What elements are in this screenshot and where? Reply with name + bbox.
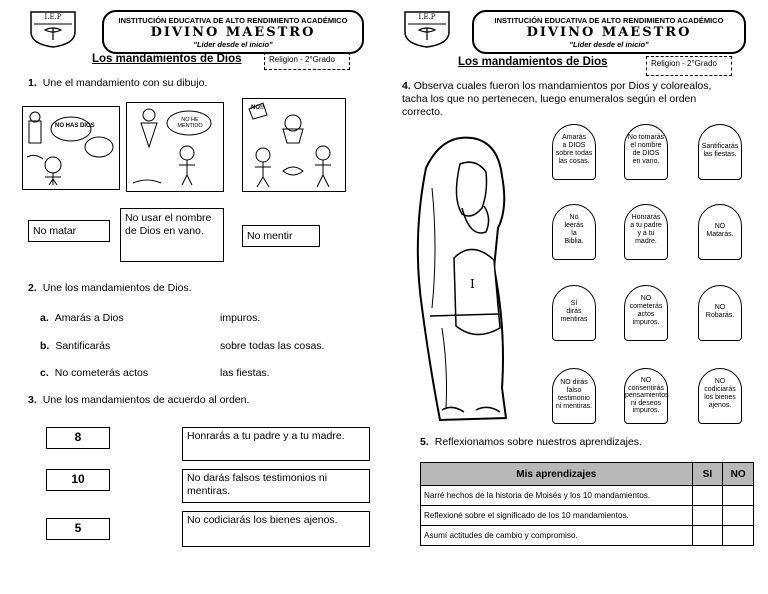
commandment-tablet-8[interactable]: NO cometerás actos impuros. [624,285,668,341]
page-title-right: Los mandamientos de Dios [458,56,608,68]
commandment-tablet-5[interactable]: Honrarás a tu padre y a tu madre. [624,204,668,260]
school-name: DIVINO MAESTRO [526,25,692,40]
institution-name: INSTITUCIÓN EDUCATIVA DE ALTO RENDIMIENTO ACADÉMICO [494,16,724,25]
table-header-row [421,463,754,486]
illustration-dont-kill [242,98,346,192]
course-label-left: Religion - 2°Grado [264,52,350,70]
table-row [421,486,754,506]
table-row [421,506,754,526]
order-commandment-honor-parents[interactable]: Honrarás a tu padre y a tu madre. [182,427,370,461]
commandment-tablet-4[interactable]: No leerás la Biblia. [552,204,596,260]
learning-item: Asumí actitudes de cambio y compromiso. [421,526,693,546]
commandment-box-name-in-vain[interactable]: No usar el nombre de Dios en vano. [120,208,224,262]
learning-reflection-table [420,462,754,546]
school-motto: "Líder desde el inicio" [569,40,649,49]
illustration-dont-lie [126,102,224,192]
checkbox-no[interactable] [723,506,754,526]
commandment-tablet-12[interactable]: NO codiciarás los bienes ajenos. [698,368,742,424]
school-name: DIVINO MAESTRO [150,25,316,40]
question-2 [28,282,192,294]
school-motto: "Líder desde el inicio" [193,40,273,49]
order-number-box: 10 [46,469,110,491]
tablet-line: Amarás [561,134,587,141]
match-left-text: Amarás a Dios [54,312,124,324]
commandment-tablet-2[interactable]: No tomarás el nombre de DIOS en vano. [624,124,668,180]
question-number: 5. [420,436,429,448]
col-header-learnings: Mis aprendizajes [421,463,693,486]
commandment-box-no-lie[interactable]: No mentir [242,225,320,247]
order-number-box: 8 [46,427,110,449]
school-banner-left [102,10,364,54]
question-number: 2. [28,282,37,294]
checkbox-yes[interactable] [692,486,723,506]
checkbox-no[interactable] [723,486,754,506]
match-item-a[interactable]: a. Amarás a Dios [40,312,124,324]
course-label-right: Religion - 2°Grado [646,56,732,76]
match-left-text: Santificarás [55,340,111,352]
moses-illustration [402,128,524,430]
match-left-text: No cometerás actos [54,367,149,379]
page-title-left: Los mandamientos de Dios [92,53,242,65]
checkbox-yes[interactable] [692,506,723,526]
illustration-dont-take-name [22,106,120,190]
school-crest-right [402,10,452,48]
question-4 [402,80,732,119]
match-item-c[interactable]: c. No cometerás actos [40,367,149,379]
question-text: Observa cuales fueron los mandamientos por Dios y colorealos, tacha los que no pertenecen, luego enumeralos según el orden correcto. [402,80,712,118]
question-text: Reflexionamos sobre nuestros aprendizajes. [434,436,642,448]
speech-bubble-text: NO HE MENTIDO [177,117,203,129]
crest-label: I.E.P [44,13,62,21]
question-3 [28,394,249,406]
question-text: Une el mandamiento con su dibujo. [42,77,208,89]
commandment-tablet-9[interactable]: NO Robarás. [698,285,742,341]
commandment-tablet-7[interactable]: Sí dirás mentiras [552,285,596,341]
tablet-numeral: I [470,277,475,291]
institution-name: INSTITUCIÓN EDUCATIVA DE ALTO RENDIMIENTO ACADÉMICO [118,16,348,25]
order-commandment-false-witness[interactable]: No darás falsos testimonios ni mentiras. [182,469,370,503]
speech-bubble-text: NO!! [251,105,264,111]
speech-bubble-text: NO HAS DIOS [55,123,95,129]
question-number: 4. [402,80,411,92]
question-text: Une los mandamientos de acuerdo al orden. [42,394,250,406]
col-header-no: NO [723,463,754,486]
school-banner-right [472,10,746,54]
col-header-yes: SI [692,463,723,486]
table-row [421,526,754,546]
match-option-feasts[interactable]: las fiestas. [220,367,270,379]
order-commandment-covet[interactable]: No codiciarás los bienes ajenos. [182,511,370,547]
question-1 [28,77,207,89]
learning-item: Narré hechos de la historia de Moisés y los 10 mandamientos. [421,486,693,506]
match-option-impure[interactable]: impuros. [220,312,261,324]
commandment-tablet-11[interactable]: NO consentirás pensamientos ni deseos impuros. [624,368,668,424]
commandment-tablet-6[interactable]: NO Matarás. [698,204,742,260]
checkbox-no[interactable] [723,526,754,546]
learning-item: Reflexioné sobre el significado de los 10 mandamientos. [421,506,693,526]
match-option-above-all[interactable]: sobre todas las cosas. [220,340,325,352]
school-crest-left [28,10,78,48]
crest-label: I.E.P [418,13,436,21]
question-5 [420,436,642,448]
checkbox-yes[interactable] [692,526,723,546]
commandment-box-no-kill[interactable]: No matar [28,220,110,242]
commandment-tablet-3[interactable]: Santificarás las fiestas. [698,124,742,180]
question-number: 1. [28,77,37,89]
question-text: Une los mandamientos de Dios. [42,282,192,294]
question-number: 3. [28,394,37,406]
commandment-tablet-10[interactable]: NO dirás falso testimonio ni mentiras. [552,368,596,424]
commandment-tablet-1[interactable]: Amarás a DIOS sobre todas las cosas. [552,124,596,180]
match-item-b[interactable]: b. Santificarás [40,340,111,352]
order-number-box: 5 [46,518,110,540]
